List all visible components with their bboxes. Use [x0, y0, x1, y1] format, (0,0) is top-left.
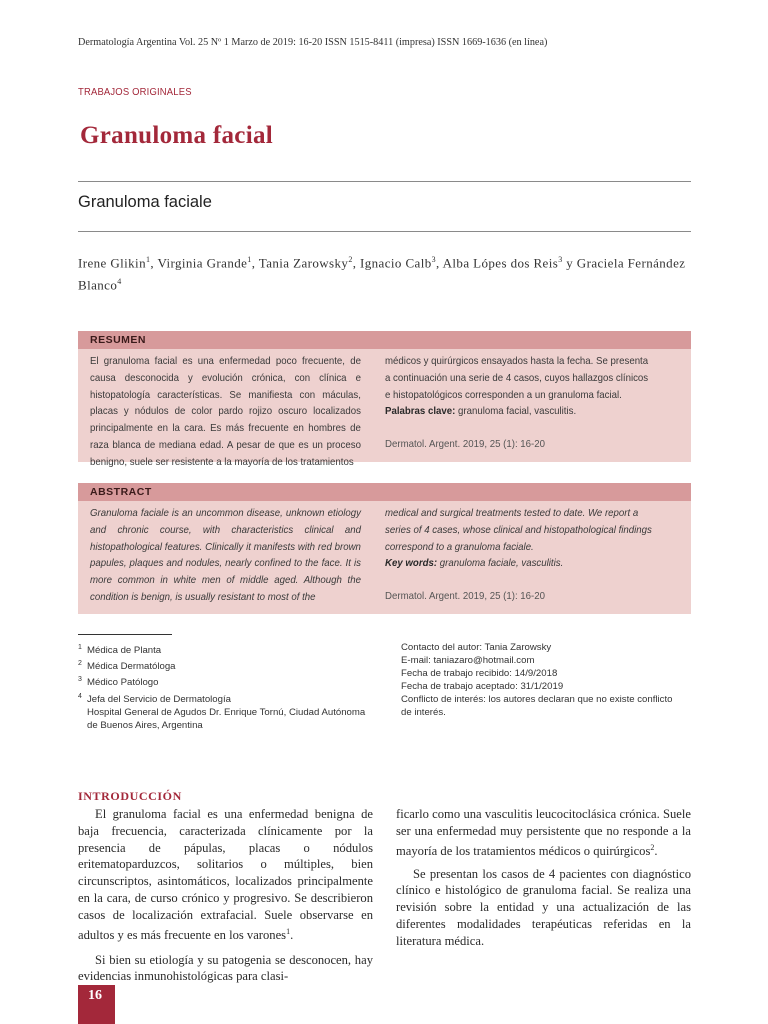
- footnote-num: 1: [78, 644, 82, 651]
- resumen-right-text: médicos y quirúrgicos ensayados hasta la fecha. Se presenta a continuación una serie de 4 casos, cuyos hallazgos clínicos e histopatológicos corresponden a un granuloma facial.: [384, 355, 648, 401]
- contact-info: [401, 641, 701, 719]
- intro-p1-end: .: [290, 927, 294, 942]
- conflict-of-interest-cont: de interés.: [401, 707, 446, 718]
- author-name: Virginia Grande: [157, 255, 248, 271]
- author-name: Irene Glikin: [78, 255, 146, 271]
- abstract-box: [78, 483, 691, 614]
- body-column-right: [396, 806, 691, 950]
- citation-ref: 2: [650, 842, 655, 852]
- resumen-keywords-label: Palabras clave:: [384, 405, 455, 418]
- title-divider: [78, 181, 691, 182]
- resumen-keywords-value: granuloma facial, vasculitis.: [454, 405, 576, 418]
- contact-author: Contacto del autor: Tania Zarowsky: [401, 642, 552, 653]
- received-date: Fecha de trabajo recibido: 14/9/2018: [401, 668, 558, 679]
- intro-paragraph-3: [396, 806, 691, 860]
- journal-header: Dermatología Argentina Vol. 25 Nº 1 Marzo de 2019: 16-20 ISSN 1515-8411 (impresa) ISSN 1669-1636 (en línea): [78, 37, 548, 48]
- footnote-item: [78, 690, 365, 706]
- abstract-keywords-label: Key words:: [384, 557, 437, 570]
- author-ref: 2: [348, 255, 353, 264]
- author-name: Ignacio Calb: [360, 255, 432, 271]
- author-name: Alba Lópes dos Reis: [442, 255, 559, 271]
- resumen-right-column: [385, 353, 656, 471]
- footnote-text: Jefa del Servicio de Dermatología: [87, 693, 231, 705]
- section-label: TRABAJOS ORIGINALES: [78, 86, 192, 98]
- footnote-text: Médica de Planta: [87, 645, 162, 657]
- footnote-num: 2: [78, 660, 82, 668]
- intro-p1-text: El granuloma facial es una enfermedad benigna de baja frecuencia, caracterizada clínicamente por la presencia de pápulas, placas o nódulos eritematoparduzcos, solitarios o múltiples, bien circunscriptos, asintomáticos, localizados principalmente en la cara, de curso crónico y progresivo. Se describieron casos de localización extrafacial. Suele observarse en adultos y es más frecuente en los varones: [78, 807, 373, 942]
- intro-p3-text: ficarlo como una vasculitis leucocitoclásica crónica. Suele ser una enfermedad muy persistente que no responde a la mayoría de los tratamientos médicos o quirúrgicos: [396, 807, 691, 858]
- author-ref: 3: [431, 255, 437, 264]
- affiliation-line: Hospital General de Agudos Dr. Enrique Tornú, Ciudad Autónoma: [87, 706, 366, 718]
- footnote-num: 3: [78, 676, 82, 684]
- intro-heading: INTRODUCCIÓN: [78, 789, 182, 803]
- footnote-item: [78, 641, 365, 657]
- intro-paragraph-2: Si bien su etiología y su patogenia se desconocen, hay evidencias inmunohistológicas para clasi-: [78, 952, 373, 984]
- article-title: Granuloma facial: [80, 122, 273, 149]
- author-ref: 1: [247, 255, 252, 264]
- abstract-keywords: [385, 555, 656, 572]
- abstract-citation: Dermatol. Argent. 2019, 25 (1): 16-20: [384, 590, 545, 603]
- affiliation-line: de Buenos Aires, Argentina: [87, 719, 203, 731]
- footnote-num: 4: [78, 692, 82, 700]
- resumen-heading: RESUMEN: [78, 331, 691, 349]
- body-column-left: [78, 806, 373, 985]
- intro-paragraph-4: Se presentan los casos de 4 pacientes con diagnóstico clínico e histológico de granuloma facial. Se realiza una revisión sobre la entidad y una actualización de las diferentes modalidades terapéuticas referidas en la literatura médica.: [396, 866, 691, 948]
- author-ref: 1: [145, 255, 151, 264]
- page-number: 16: [88, 988, 102, 1003]
- intro-paragraph-1: [78, 806, 373, 944]
- resumen-citation: Dermatol. Argent. 2019, 25 (1): 16-20: [384, 438, 545, 451]
- abstract-right-column: [385, 505, 656, 606]
- intro-p3-end: .: [654, 843, 658, 858]
- footnote-text: Médico Patólogo: [87, 677, 159, 689]
- abstract-heading: ABSTRACT: [78, 483, 691, 501]
- author-ref: 3: [558, 255, 563, 264]
- conflict-of-interest: Conflicto de interés: los autores declaran que no existe conflicto: [401, 694, 673, 705]
- resumen-box: [78, 331, 691, 468]
- accepted-date: Fecha de trabajo aceptado: 31/1/2019: [401, 681, 564, 692]
- footnote-item: [78, 673, 365, 689]
- author-footnotes: [78, 641, 365, 732]
- subtitle-divider: [78, 231, 691, 232]
- article-subtitle: Granuloma faciale: [78, 193, 212, 211]
- footnote-item: [78, 657, 365, 673]
- author-ref: 4: [117, 277, 122, 287]
- resumen-left-text: El granuloma facial es una enfermedad poco frecuente, de causa desconocida y evolución crónica, con clínica e histopatología características. Se manifiesta con máculas, placas y nódulos de color pardo rojizo oscuro localizados principalmente en la cara. Es más frecuente en hombres de raza blanca de mediana edad. A pesar de que es un proceso benigno, suele ser resistente a la mayoría de los tratamientos: [90, 355, 361, 468]
- abstract-right-text: medical and surgical treatments tested to date. We report a series of 4 cases, whose clinical and histopathological findings correspond to a granuloma faciale.: [384, 507, 652, 553]
- author-list: Irene Glikin$^1$, Virginia Grande$^1$, Tania Zarowsky$^2$, Ignacio Calb$^3$, Alba Lópes dos Reis$^3$ y Graciela Fernández Blanco$^4$: [78, 255, 686, 293]
- page-number-box: [78, 985, 115, 1024]
- resumen-keywords: [385, 403, 656, 420]
- footnote-text: Médica Dermatóloga: [87, 661, 176, 673]
- abstract-keywords-value: granuloma faciale, vasculitis.: [436, 557, 563, 570]
- citation-ref: 1: [286, 926, 291, 936]
- author-name: Tania Zarowsky: [258, 255, 349, 271]
- author-name: Graciela Fernández Blanco: [78, 255, 686, 293]
- abstract-left-text: Granuloma faciale is an uncommon disease, unknown etiology and chronic course, with characteristics clinical and histopathological features. Clinically it manifests with red brown papules, plaques and nodules, nearly confined to the face. It is more common in white men of middle aged. Although the condition is benign, is usually resistant to most of the: [90, 507, 361, 603]
- contact-email[interactable]: E-mail: taniazaro@hotmail.com: [401, 655, 535, 666]
- footnote-divider: [78, 634, 172, 635]
